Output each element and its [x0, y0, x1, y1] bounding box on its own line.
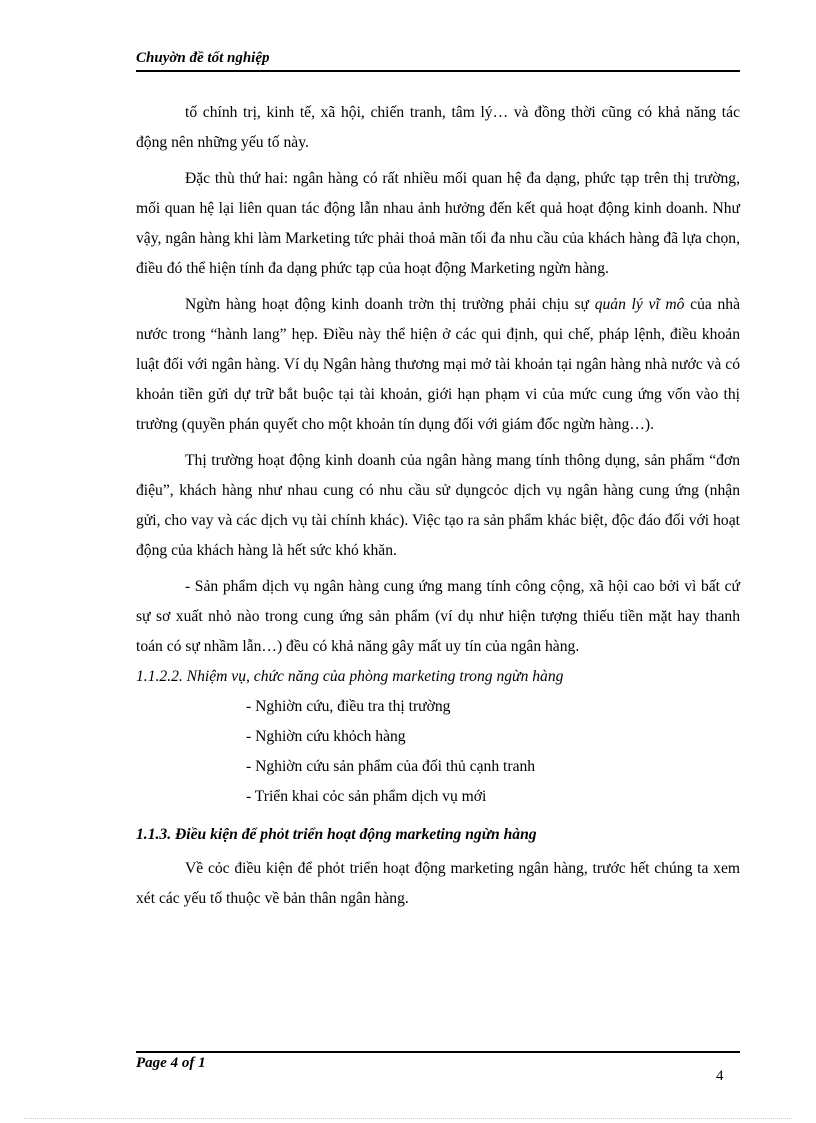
- footer-rule: [136, 1051, 740, 1053]
- document-body: [136, 98, 740, 920]
- section-heading: 1.1.3. Điều kiện để phỏt triển hoạt động marketing ngừn hàng: [136, 826, 537, 843]
- header-title: Chuyờn đề tốt nghiệp: [136, 50, 270, 66]
- list-item: - Triển khai cỏc sản phẩm dịch vụ mới: [246, 788, 487, 805]
- page-header: [136, 48, 740, 72]
- page-number: 4: [716, 1068, 724, 1084]
- paragraph-3-start: Ngừn hàng hoạt động kinh doanh trờn thị trường phải chịu sự: [185, 296, 595, 313]
- list-item: - Nghiờn cứu, điều tra thị trường: [246, 698, 451, 715]
- section-paragraph: Về cỏc điều kiện để phỏt triển hoạt động marketing ngân hàng, trước hết chúng ta xem xét các yếu tố thuộc về bản thân ngân hàng.: [136, 860, 740, 907]
- list-item: - Nghiờn cứu khỏch hàng: [246, 728, 406, 745]
- paragraph-2: Đặc thù thứ hai: ngân hàng có rất nhiều mối quan hệ đa dạng, phức tạp trên thị trường, mối quan hệ lại liên quan tác động lẫn nhau ảnh hưởng đến kết quả hoạt động kinh doanh. Như vậy, ngân hàng khi làm Marketing tức phải thoả mãn tối đa nhu cầu của khách hàng đã lựa chọn, điều đó thể hiện tính đa dạng phức tạp của hoạt động Marketing ngừn hàng.: [136, 170, 740, 277]
- paragraph-3-end: của nhà nước trong “hành lang” hẹp. Điều này thể hiện ở các qui định, qui chế, pháp lệnh, điều khoản luật đối với ngân hàng. Ví dụ Ngân hàng thương mại mở tài khoản tại ngân hàng nhà nước và có khoản tiền gửi dự trữ bắt buộc tại tài khoản, giới hạn phạm vi của mức cung ứng vốn vào thị trường (quyền phán quyết cho một khoản tín dụng đối với giám đốc ngừn hàng…).: [136, 296, 740, 433]
- paragraph-3-emphasis: quản lý vĩ mô: [594, 296, 685, 313]
- footer-page-label: Page 4 of 1: [136, 1055, 206, 1071]
- paragraph-4: Thị trường hoạt động kinh doanh của ngân hàng mang tính thông dụng, sản phẩm “đơn điệu”, khách hàng như nhau cung có nhu cầu sử dụngcỏc dịch vụ ngân hàng cung ứng (nhận gửi, cho vay và các dịch vụ tài chính khác). Việc tạo ra sản phẩm khác biệt, độc đáo đối với hoạt động của khách hàng là hết sức khó khăn.: [136, 452, 740, 559]
- paragraph-1: tố chính trị, kinh tế, xã hội, chiến tranh, tâm lý… và đồng thời cũng có khả năng tác động nên những yếu tố này.: [136, 104, 740, 151]
- paragraph-3: [136, 290, 740, 440]
- paragraph-5: - Sản phẩm dịch vụ ngân hàng cung ứng mang tính công cộng, xã hội cao bởi vì bất cứ sự sơ xuất nhỏ nào trong cung ứng sản phẩm (ví dụ như hiện tượng thiếu tiền mặt hay thanh toán có sự nhầm lẫn…) đều có khả năng gây mất uy tín của ngân hàng.: [136, 578, 740, 655]
- list-item: - Nghiờn cứu sản phẩm của đối thủ cạnh tranh: [246, 758, 536, 775]
- page-bottom-border: [24, 1118, 792, 1119]
- subsection-heading: 1.1.2.2. Nhiệm vụ, chức năng của phòng marketing trong ngừn hàng: [136, 668, 564, 685]
